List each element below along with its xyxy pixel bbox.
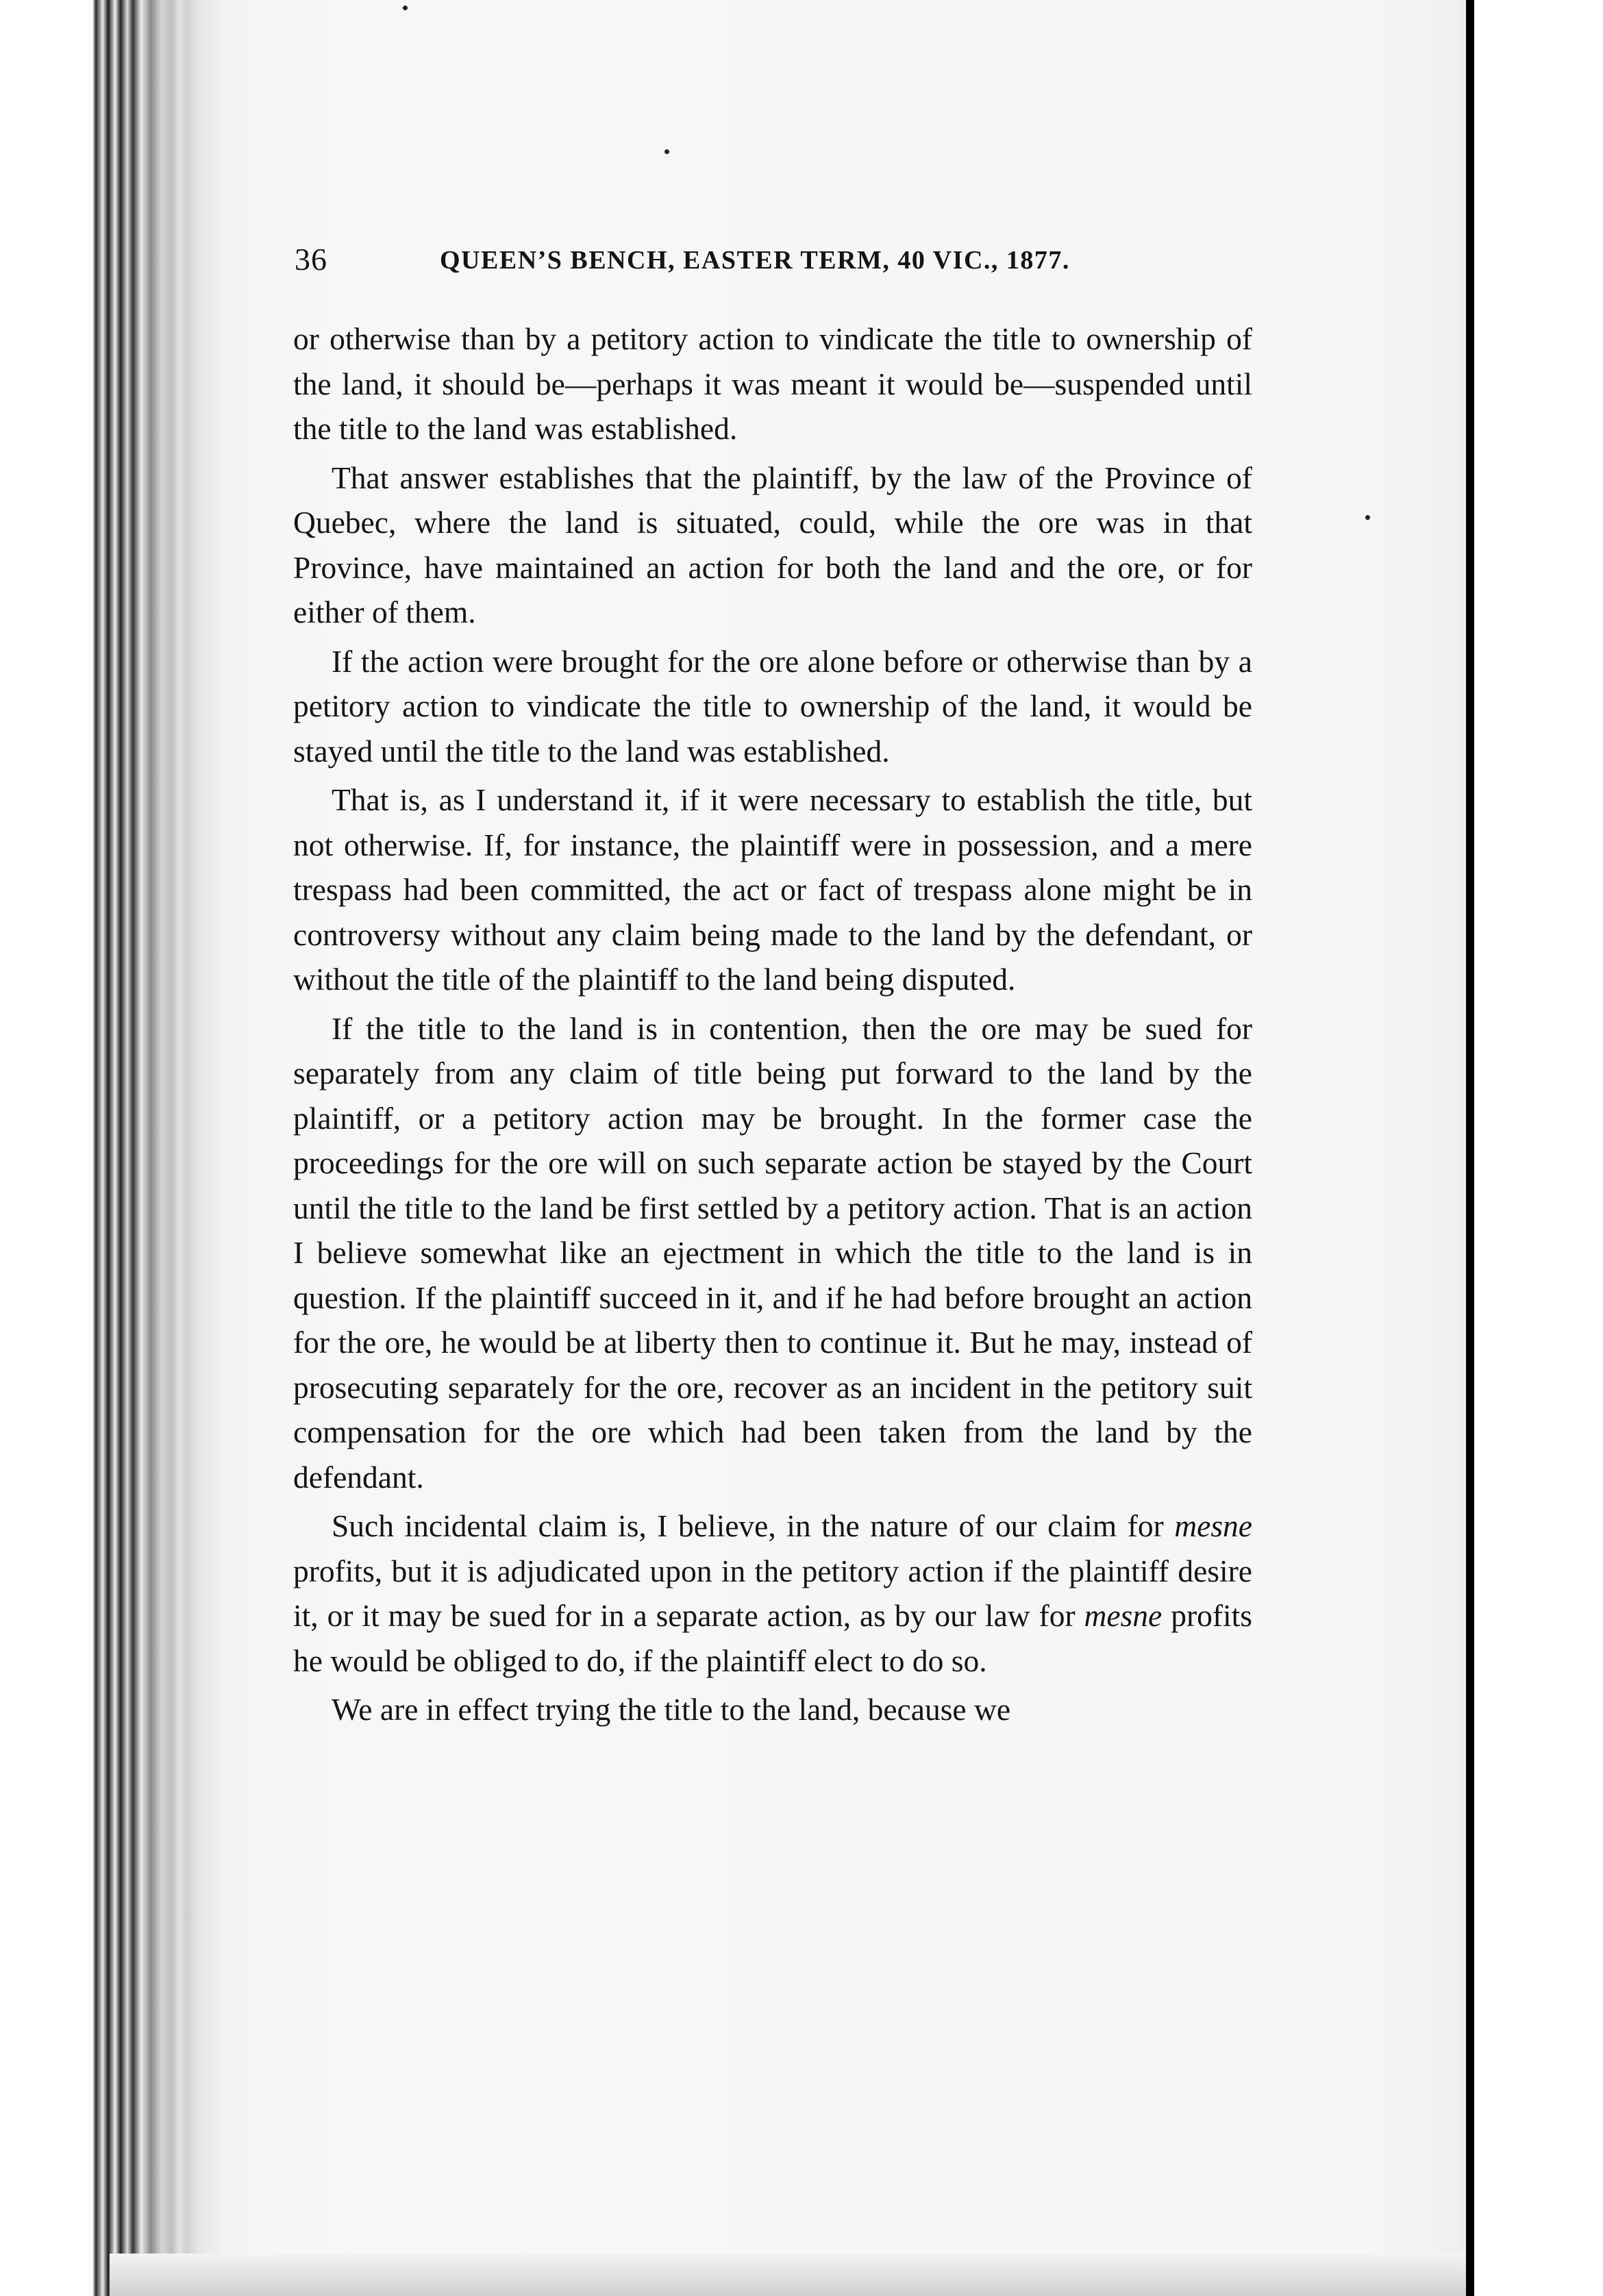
paragraph (293, 1503, 1252, 1683)
paragraph (293, 316, 1252, 451)
paragraph-text: or otherwise than by a petitory action to vindicate the title to ownership of the land, it should be—perhaps it was meant it would be—suspended until the title to the land was established. (293, 321, 1252, 446)
paragraph (293, 777, 1252, 1002)
book-binding (0, 0, 199, 2296)
running-head (295, 241, 1233, 282)
italic-term: mesne (1084, 1598, 1163, 1633)
page-bottom-shadow (110, 2254, 1466, 2296)
body-text (293, 316, 1252, 1735)
running-title: QUEEN’S BENCH, EASTER TERM, 40 VIC., 1877. (440, 246, 1070, 275)
scan-speck (1365, 515, 1370, 520)
scan-speck (664, 149, 669, 154)
scan-margin (1474, 0, 1603, 2296)
paragraph-text: profits he would be obliged to do, if the plaintiff elect to do so. (293, 1598, 1252, 1678)
page-fore-edge (1466, 0, 1474, 2296)
paragraph-text: That is, as I understand it, if it were necessary to establish the title, but not otherwise. If, for instance, the plaintiff were in possession, and a mere trespass had been committed, the act or fact of trespass alone might be in controversy without any claim being made to the land by the defendant, or without the title of the plaintiff to the land being disputed. (293, 782, 1252, 997)
paragraph (293, 1006, 1252, 1500)
paragraph-text: If the action were brought for the ore alone before or otherwise than by a petitory action to vindicate the title to ownership of the land, it would be stayed until the title to the land was established. (293, 643, 1252, 769)
italic-term: mesne (1174, 1508, 1252, 1543)
scan-speck (403, 5, 408, 10)
paragraph (293, 639, 1252, 774)
page-number: 36 (295, 242, 327, 277)
paragraph (293, 456, 1252, 635)
paragraph-text: That answer establishes that the plaintiff, by the law of the Province of Quebec, where the land is situated, could, while the ore was in that Province, have maintained an action for both the land and the ore, or for either of them. (293, 460, 1252, 629)
paragraph-text: If the title to the land is in contention, then the ore may be sued for separately from any claim of title being put forward to the land by the plaintiff, or a petitory action may be brought. In the former case the proceedings for the ore will on such separate action be stayed by the Court until the title to the land be first settled by a petitory action. That is an action I believe somewhat like an ejectment in which the title to the land is in question. If the plaintiff succeed in it, and if he had before brought an action for the ore, he would be at liberty then to continue it. But he may, instead of prosecuting separately for the ore, recover as an incident in the petitory suit compensation for the ore which had been taken from the land by the defendant. (293, 1010, 1252, 1495)
paragraph-text: Such incidental claim is, I believe, in the nature of our claim for (332, 1508, 1175, 1543)
paragraph-text: We are in effect trying the title to the land, because we (332, 1692, 1011, 1727)
paragraph (293, 1687, 1252, 1732)
paragraph-text: profits, but it is adjudicated upon in the petitory action if the plaintiff desire it, or it may be sued for in a separate action, as by our law for (293, 1553, 1252, 1633)
